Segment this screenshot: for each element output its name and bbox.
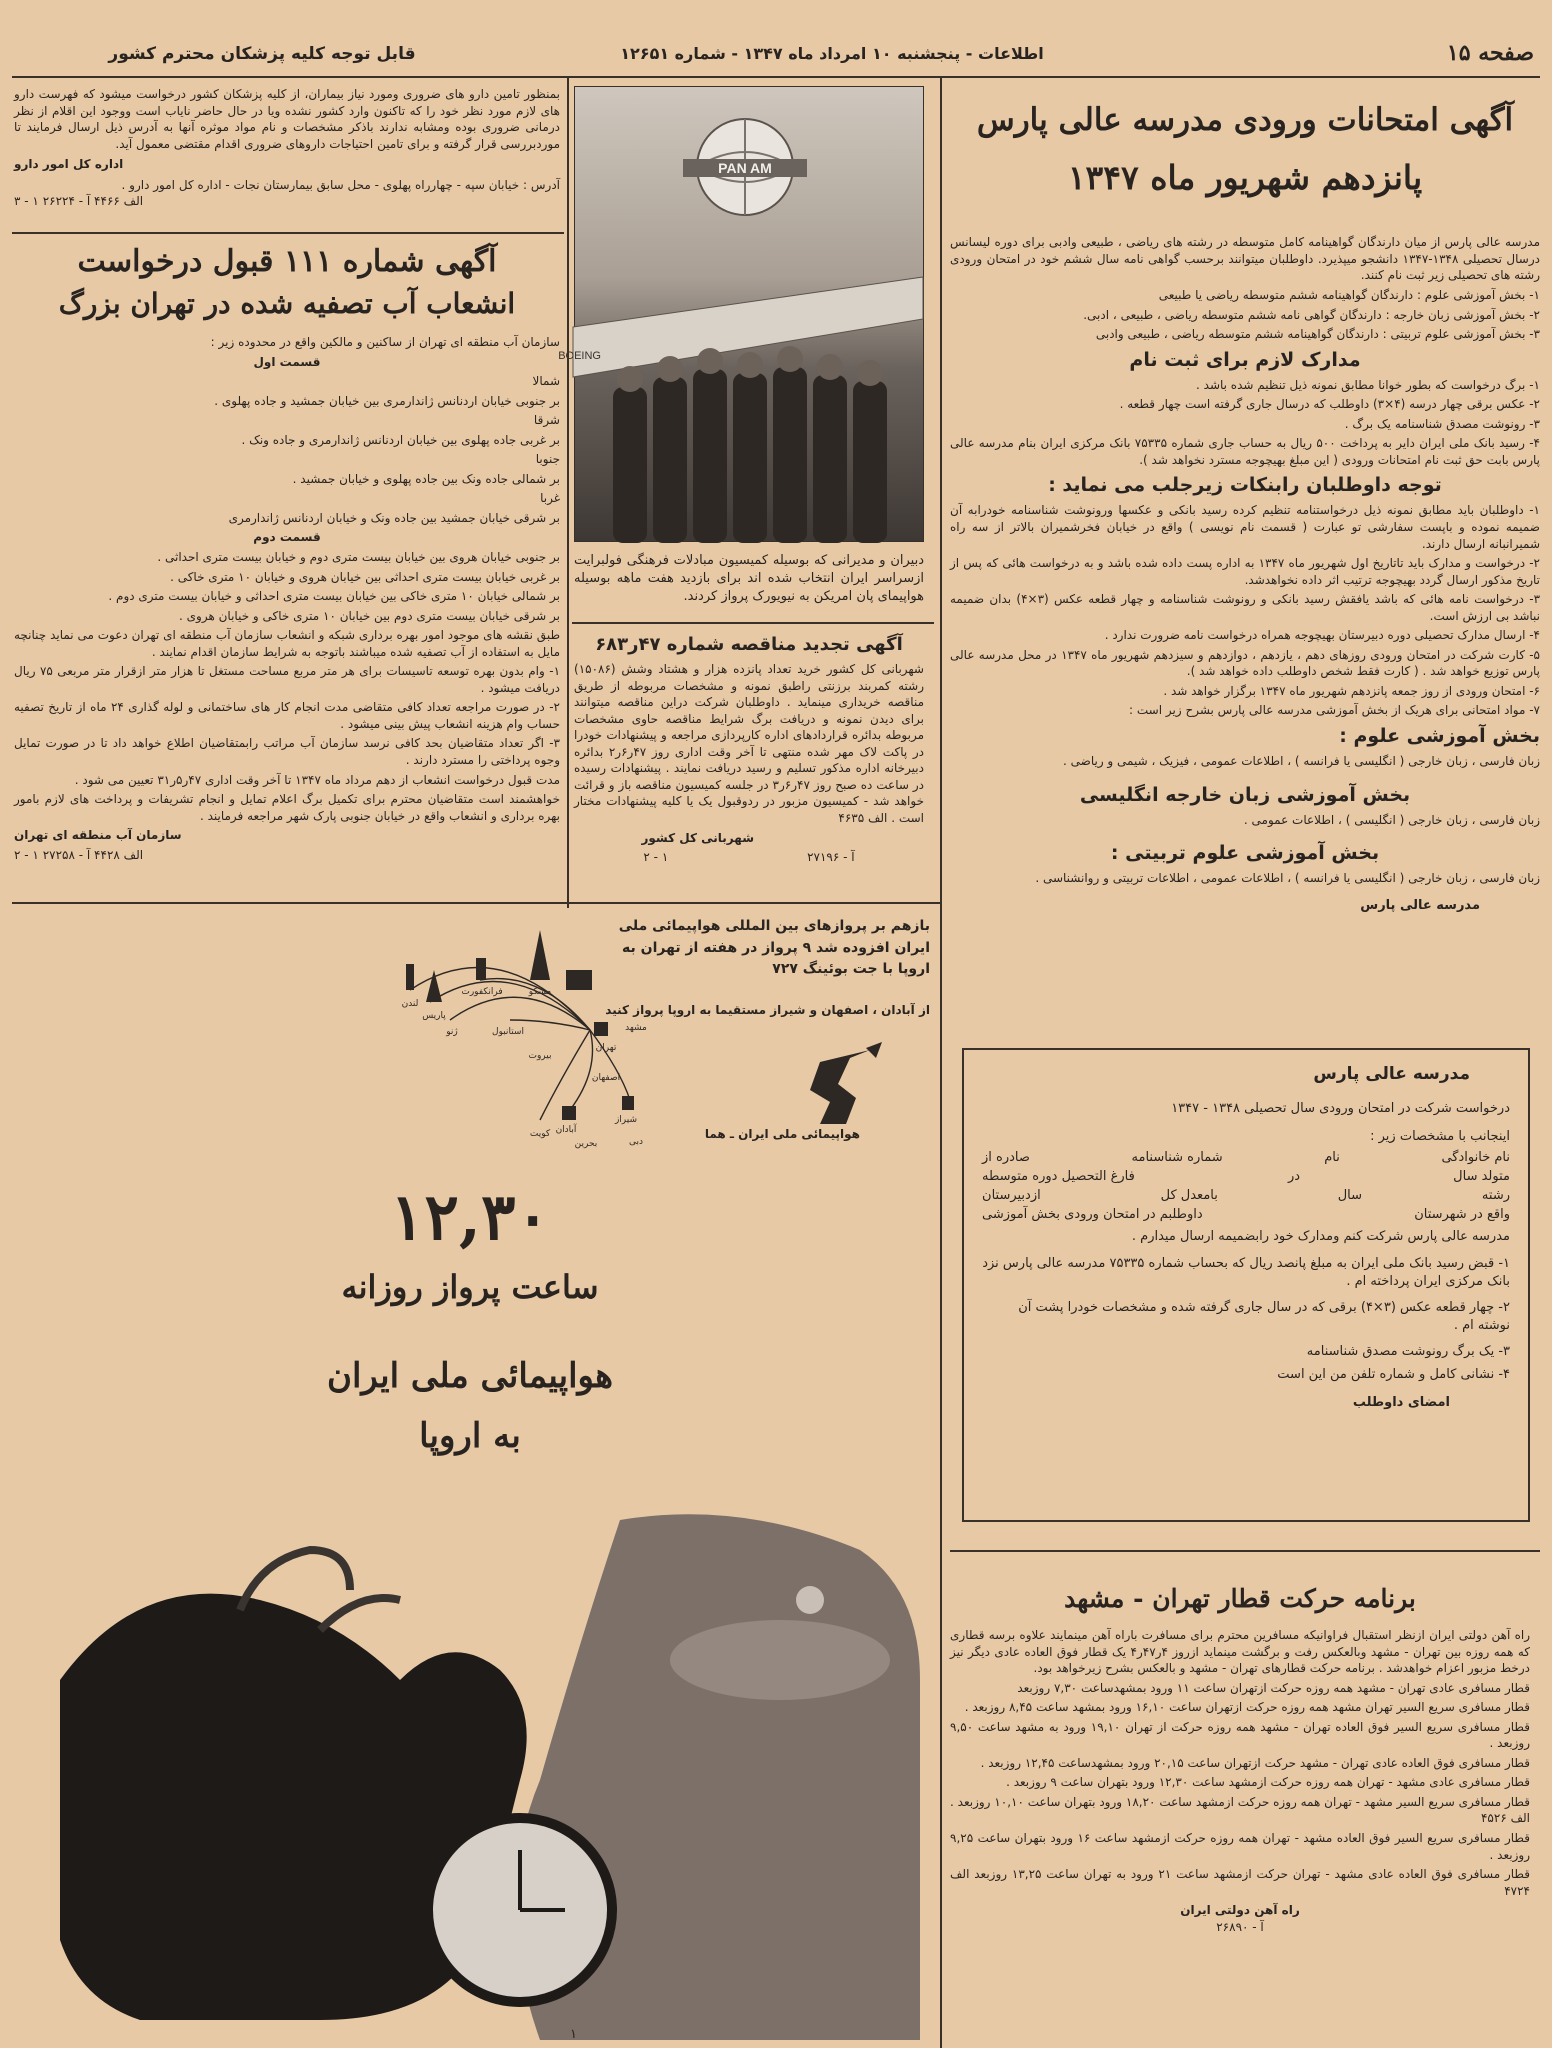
water-part-2: قسمت دوم [253,530,321,545]
airline-line-1: ساعت پرواز روزانه [341,1268,599,1306]
footer-mark: ۱ [570,2027,577,2042]
masthead [12,38,1540,72]
pars-exam-signature: مدرسه عالی پارس [1360,897,1480,913]
airplane-text: BOEING [558,350,601,362]
city-label: ژنو [446,1027,458,1037]
train-line: قطار مسافری سریع السیر تهران مشهد همه روزه حرکت ازتهران ساعت ۱۶,۱۰ ورود بمشهد ساعت ۸,۴۵ روزبعد . [964,1700,1530,1715]
doc-item: ۱- برگ درخواست که بطور خوانا مطابق نمونه ذیل تنظیم شده باشد . [1196,377,1540,392]
hat-top [670,1620,890,1700]
city-label: آبادان [555,1125,577,1135]
train-intro: راه آهن دولتی ایران ازنظر استقبال فراوانیکه مسافرین محترم برای مسافرت باراه آهن مینمایند علاوه برسه قطاری که همه روزه بین تهران - مشهد وبالعکس رفت و برگشت مینماید ازروز ۴ر۴۷ر۴ یک قطار فوق العاده عادی دیگر نیز درخط مزبور اعزام خواهدشد . برنامه حرکت قطارهای تهران - مشهد و بالعکس بشرح زیرخواهد بود. [950,1628,1530,1676]
notice-item: ۴- ارسال مدارک تحصیلی دوره دبیرستان بهیچوجه همراه درخواست نامه ضرورت ندارد . [1104,628,1540,643]
notice-title: توجه داوطلبان رابنکات زیرجلب می نماید : [1048,474,1442,497]
train-line: قطار مسافری عادی تهران - مشهد همه روزه حرکت ازتهران ساعت ۱۱ ورود بمشهدساعت ۷,۳۰ روزبعد [1017,1680,1530,1695]
water-body: طبق نقشه های موجود امور بهره برداری شبکه و انشعاب سازمان آب منطقه ای تهران دعوت می نماید چنانچه مایل به استفاده از آب تصفیه شده میباشند باتوجه به شرایط سازمان اقدام نمایند . [14,628,560,659]
hat-badge-icon [796,1586,824,1614]
column-rule-middle [567,78,569,908]
form-field-id-number: شماره شناسنامه [1131,1150,1223,1166]
airline-line-2: هواپیمائی ملی ایران [326,1356,614,1396]
pars-form-box [962,1048,1530,1522]
flight-hours: ۱۲,۳۰ [390,1180,550,1255]
water-west-2: بر شرقی خیابان بیست متری دوم بین خیابان ۱۰ متری خاکی و خیابان هروی . [179,608,560,623]
form-row-field [982,1188,1510,1203]
form-field-major: رشته [1481,1188,1510,1204]
page-number: صفحه ۱۵ [1446,40,1534,66]
masthead-rule [12,76,1540,78]
form-row-city [982,1207,1510,1222]
train-line: قطار مسافری فوق العاده عادی تهران - مشهد حرکت ازتهران ساعت ۲۰,۱۵ ورود بمشهدساعت ۱۲,۴۵ روزبعد . [980,1755,1530,1770]
notice-item: ۱- داوطلبان باید مطابق نمونه ذیل درخواستنامه تنظیم کرده رسید بانکی و عکسها ورونوشت شناسنامه خودرابه آن ضمیمه نموده و باپست سفارشی تو عبارت ( قسمت نام نویسی ) واقع در خیابان فخرشمیران بالاتر از سه راه شمیرانبانه ارسال دارند. [950,503,1540,551]
photo-caption: دبیران و مدیرانی که بوسیله کمیسیون مبادلات فرهنگی فولبرایت ازسراسر ایران انتخاب شده اند برای بازدید هفت ماهه بوسیله هواپیمای پان امریکن به نیویورک پرواز کردند. [574,553,924,604]
form-field-school: ازدبیرستان [982,1188,1041,1204]
water-sign: سازمان آب منطقه ای تهران [14,828,182,843]
train-code: آ - ۲۶۸۹۰ [1216,1919,1264,1934]
water-west-label: غربا [540,491,560,506]
water-east-label: شرقا [533,413,560,428]
doc-item: ۲- عکس برقی چهار درسه (۴×۳) داوطلب که درسال جاری گرفته است چهار قطعه . [1119,397,1540,412]
panam-sign-text: PAN AM [718,160,772,176]
science-section-body: زبان فارسی ، زبان خارجی ( انگلیسی یا فرانسه ) ، اطلاعات عمومی ، فیزیک ، شیمی و ریاضی . [1063,753,1540,768]
notice-item: ۷- مواد امتحانی برای هریک از بخش آموزشی مدرسه عالی پارس بشرح زیر است : [1129,703,1540,718]
water-east-1: بر غربی جاده پهلوی بین خیابان اردنانس ژاندارمری و جاده ونک . [241,432,560,447]
tender-ad [574,634,924,898]
notice-item: ۲- درخواست و مدارک باید تاتاریخ اول شهریور ماه ۱۳۴۷ به اداره پست داده شده باشد و به درخواست هائی که پس از تاریخ مذکور ارسال گردد بهیچوجه ترتیب اثر داده نخواهدشد. [950,556,1540,587]
form-field-city: واقع در شهرستان [1414,1207,1510,1223]
form-field-surname: نام خانوادگی [1441,1150,1510,1166]
water-east-2: بر غربی خیابان بیست متری احداثی بین خیابان هروی و خیابان ۱۰ متری خاکی . [170,569,560,584]
airline-ad [20,1180,920,2040]
pars-exam-section-2: ۲- بخش آموزشی زبان خارجه : دارندگان گواهی نامه ششم متوسطه ریاضی ، طبیعی ، ادبی. [1083,307,1540,322]
form-bottom-rule [950,1550,1540,1552]
form-field-department: داوطلبم در امتحان ورودی بخش آموزشی [982,1207,1203,1223]
education-section-body: زبان فارسی ، زبان خارجی ( انگلیسی یا فرانسه ) ، اطلاعات عمومی ، اطلاعات تربیتی و روانشناسی . [1035,871,1540,886]
water-condition: ۲- در صورت مراجعه تعداد کافی متقاضی مدت انجام کار های ساختمانی و لوله گذاری ۲۴ ماه از تاریخ تصفیه حساب وام هزینه انشعاب پیش بینی میشود . [14,700,560,731]
city-label: مسکو [528,987,552,997]
water-condition: مدت قبول درخواست انشعاب از دهم مرداد ماه ۱۳۴۷ تا آخر وقت اداری ۴۷ر۵ر۳۱ تعیین می شود . [74,772,560,787]
tender-title: آگهی تجدید مناقصه شماره ۴۷ر۶۸۳ [595,634,903,655]
airline-map-text-1: بازهم بر پروازهای بین المللی هواپیمائی ملی ایران افزوده شد ۹ پرواز در هفته از تهران به اروپا با جت بوئینگ ۷۲۷ [618,918,930,978]
water-condition: خواهشمند است متقاضیان محترم برای تکمیل برگ اعلام تمایل و انجام تشریفات و پرداخت های لازم بامور بهره برداری و انشعاب واقع در خیابان جنوبی پارک شهر مراجعه فرمایند . [14,792,560,823]
doc-item: ۴- رسید بانک ملی ایران دایر به پرداخت ۵۰۰ ریال به حساب جاری شماره ۷۵۳۳۵ بانک مرکزی ایران بنام مدرسه عالی پارس بابت حق ثبت نام امتحانات ورودی ( این مبلغ بهیچوجه مسترد نخواهد شد ). [950,436,1540,467]
water-title-2: انشعاب آب تصفیه شده در تهران بزرگ [58,287,516,320]
pars-exam-section-3: ۳- بخش آموزشی علوم تربیتی : دارندگان گواهینامه ششم متوسطه ریاضی ، طبیعی وادبی [1095,327,1540,342]
form-item: ۳- یک برگ رونوشت مصدق شناسنامه [1306,1344,1510,1360]
city-label: شیراز [614,1115,638,1125]
city-landmarks [406,930,634,1120]
train-line: قطار مسافری سریع السیر فوق العاده تهران - مشهد همه روزه حرکت از تهران ۱۹,۱۰ ورود به مشهد ساعت ۹,۵۰ روزبعد . [950,1719,1530,1751]
form-field-name: نام [1324,1150,1340,1166]
doctors-body: بمنظور تامین دارو های ضروری ومورد نیاز بیماران، از کلیه پزشکان کشور درخواست میشود که فهرست دارو های لازم مورد نظر خود را که تاکنون وارد کشور نشده ویا در حال حاضر نایاب است ووجود این اقلام از نظر درمانی ضروری بوده ومشابه ندارند باذکر مشخصات و نام مواد موثره آنها به آدرس ذیل ارسال فرمایند تا موردبررسی قرار گرفته و برای تامین احتیاجات داروهای ضروری اقدام مقتضی معمول آید. [14,87,560,151]
people-group [613,367,887,543]
pars-form-title: مدرسه عالی پارس [1313,1064,1470,1084]
doc-item: ۳- رونوشت مصدق شناسنامه یک برگ . [1344,416,1540,431]
water-intro: سازمان آب منطقه ای تهران از ساکنین و مالکین واقع در محدوده زیر : [210,335,560,349]
form-item: ۲- چهار قطعه عکس (۳×۴) برقی که در سال جاری گرفته شده و مشخصات خودرا پشت آن نوشته ام . [1018,1299,1510,1334]
pars-form-intro: اینجانب با مشخصات زیر : [1370,1129,1510,1145]
water-west-1: بر شرقی خیابان جمشید بین جاده ونک و خیابان اردنانس ژاندارمری [228,510,560,525]
water-title-1: آگهی شماره ۱۱۱ قبول درخواست [77,244,497,279]
docs-title: مدارک لازم برای ثبت نام [1129,348,1361,371]
column-rule-right [940,78,942,2048]
route-map [390,910,650,1150]
city-label: تهران [595,1043,617,1053]
tender-code-2: ۱ - ۲ [643,850,669,865]
doctors-sign: اداره کل امور دارو [14,157,124,172]
city-label: استانبول [492,1027,524,1037]
pars-exam-title-1: آگهی امتحانات ورودی مدرسه عالی پارس [976,102,1514,138]
notice-item: ۵- کارت شرکت در امتحان ورودی روزهای دهم ، یازدهم ، دوازدهم و سیزدهم شهریور ماه ۱۳۴۷ در محل مدرسه عالی پارس توزیع خواهد شد . ( کارت فقط شخص داوطلب داده خواهد شد ). [950,647,1540,679]
train-sign: راه آهن دولتی ایران [1180,1903,1300,1918]
pars-exam-section-1: ۱- بخش آموزشی علوم : دارندگان گواهینامه ششم متوسطه ریاضی یا طبیعی [1158,288,1540,303]
water-south-2: بر شمالی خیابان ۱۰ متری خاکی بین خیابان بیست متری احداثی و خیابان بیست متری دوم . [108,589,560,604]
form-field-birth-place: در [1287,1169,1301,1185]
form-row-identity [982,1150,1510,1165]
airline-map-text-2: از آبادان ، اصفهان و شیراز مستقیما به اروپا پرواز کنید [605,1003,930,1017]
city-label: دبی [628,1137,644,1147]
education-section-title: بخش آموزشی علوم تربیتی : [1110,842,1380,865]
city-label: کویت [529,1129,551,1139]
water-condition: ۳- اگر تعداد متقاضیان بحد کافی نرسد سازمان آب مراتب رابمتقاضیان اطلاع خواهد داد تا در صورت تمایل وجوه پرداختی را مسترد دارند . [14,736,560,768]
airline-map-ad [20,910,930,1150]
doctors-title: قابل توجه کلیه پزشکان محترم کشور [108,44,416,64]
form-field-gpa: بامعدل کل [1160,1188,1218,1204]
airline-logo-text: هواپیمائی ملی ایران ـ هما [704,1127,860,1141]
train-schedule [950,1584,1530,2014]
gloved-hand-photo [20,1480,920,2040]
tender-body: شهربانی کل کشور خرید تعداد پانزده هزار و هشتاد وشش (۱۵۰۸۶) رشته کمربند برزنتی راطبق نمونه و مشخصات مربوطه از طریق مناقصه خریداری مینماید . داوطلبان شرکت دراین مناقصه میتوانند برای دیدن نمونه و دریافت برگ شرایط مناقصه حاوی مشخصات مربوطه بدائره قراردادهای اداره کارپردازی مراجعه و پیشنهادات خودرا در پاکت لاک مهر شده منتهی تا آخر وقت اداری روز ۴۷ر۶ر۲ بدائره دبیرخانه اداره مذکور تسلیم و رسید دریافت نمایند . پیشنهادات رسیده در ساعت ده صبح روز ۴۷ر۶ر۳ در جلسه کمیسیون مناقصه باز و قرائت خواهد شد - کمیسیون مزبور در ردوقبول یک یا کلیه پیشنهادات مختار است . الف ۴۶۳۵ [574,662,924,825]
photo-caption-rule [572,622,934,624]
pars-form-request: درخواست شرکت در امتحان ورودی سال تحصیلی ۱۳۴۸ - ۱۳۴۷ [1171,1101,1510,1116]
water-north-1: بر جنوبی خیابان اردنانس ژاندارمری بین خیابان جمشید و جاده پهلوی . [214,393,560,408]
form-field-graduate: فارغ التحصیل دوره متوسطه [982,1169,1135,1185]
water-south-1: بر شمالی جاده ونک بین جاده پهلوی و خیابان جمشید . [292,471,560,486]
water-north-label: شمالا [532,374,560,389]
notice-item: ۶- امتحان ورودی از روز جمعه پانزدهم شهریور ماه ۱۳۴۷ برگزار خواهد شد . [1163,683,1540,698]
language-section-body: زبان فارسی ، زبان خارجی ( انگلیسی ) ، اطلاعات عمومی . [1243,812,1540,827]
city-label: پاریس [422,1011,446,1021]
issue-line: اطلاعات - پنجشنبه ۱۰ امرداد ماه ۱۳۴۷ - شماره ۱۲۶۵۱ [620,44,1044,63]
pars-exam-title-2: پانزدهم شهریور ماه ۱۳۴۷ [1067,157,1423,197]
city-label: اصفهان [591,1073,621,1083]
doctors-rule [12,232,564,234]
city-label: بیروت [528,1051,552,1061]
water-south-label: جنوبا [535,452,560,467]
train-title: برنامه حرکت قطار تهران - مشهد [1064,1584,1416,1613]
pars-exam-intro: مدرسه عالی پارس از میان دارندگان گواهینامه کامل متوسطه در رشته های ریاضی ، طبیعی وادبی برای دوره لیسانس درسال تحصیلی ۱۳۴۸-۱۳۴۷ دانشجو میپذیرد. داوطلبان میتوانند برحسب گواهی نامه سال ششم خود در امتحان ورودی رشته های تحصیلی زیر ثبت نام کنند. [950,235,1540,283]
tender-code-1: آ - ۲۷۱۹۶ [807,850,855,865]
water-condition: ۱- وام بدون بهره توسعه تاسیسات برای هر متر مربع مساحت مستغل تا هزار متر ازقرار متر مربعی ۷۵ ریال دریافت میشود . [14,664,561,695]
form-signature: امضای داوطلب [1352,1394,1450,1410]
airline-line-3: به اروپا [419,1416,521,1456]
pars-exam-ad [950,100,1540,1040]
upper-section-rule [12,902,940,904]
form-item: ۴- نشانی کامل و شماره تلفن من این است [1277,1366,1510,1382]
form-item: ۱- قبض رسید بانک ملی ایران به مبلغ پانصد ریال که بحساب شماره ۷۵۳۳۵ مدرسه عالی پارس نزد بانک مرکزی ایران پرداخته ام . [982,1255,1510,1289]
water-part-1: قسمت اول [253,354,321,369]
form-line: مدرسه عالی پارس شرکت کنم ومدارک خود رابضمیمه ارسال میدارم . [1131,1229,1510,1245]
train-line: قطار مسافری سریع السیر فوق العاده مشهد - تهران همه روزه حرکت ازمشهد ساعت ۱۶ ورود بتهران ساعت ۹,۲۵ روزبعد . [950,1831,1530,1862]
water-code: الف ۴۴۲۸ آ - ۲۷۲۵۸ ۱ - ۲ [14,847,144,862]
train-line: قطار مسافری سریع السیر مشهد - تهران همه روزه حرکت ازمشهد ساعت ۱۸,۲۰ ورود بتهران ساعت ۱۰,۱۰ روزبعد . الف ۴۵۲۶ [950,1794,1530,1826]
language-section-title: بخش آموزشی زبان خارجه انگلیسی [1079,783,1411,806]
train-line: قطار مسافری فوق العاده عادی مشهد - تهران حرکت ازمشهد ساعت ۲۱ ورود به تهران ساعت ۱۳,۲۵ روزبعد الف ۴۷۲۴ [950,1867,1530,1898]
photo-panam-group [558,86,924,542]
city-label: فرانکفورت [461,987,503,997]
form-field-year: سال [1337,1188,1363,1204]
form-row-birth [982,1169,1510,1184]
water-ad [14,244,560,894]
science-section-title: بخش آموزشی علوم : [1339,724,1540,747]
water-north-2: بر جنوبی خیابان هروی بین خیابان بیست متری دوم و خیابان بیست متری احداثی . [157,550,560,565]
doctors-ad [14,86,560,226]
train-line: قطار مسافری عادی مشهد - تهران همه روزه حرکت ازمشهد ساعت ۱۲,۳۰ ورود بتهران ساعت ۹ روزبعد . [1006,1775,1530,1790]
tender-sign: شهربانی کل کشور [641,831,754,846]
doctors-code: الف ۴۴۶۶ آ - ۲۶۲۲۴ ۱ - ۳ [14,194,144,209]
form-field-issued-from: صادره از [982,1150,1030,1166]
city-label: مشهد [625,1023,647,1033]
photo-scene [558,87,923,543]
doctors-address: آدرس : خیابان سپه - چهارراه پهلوی - محل سابق بیمارستان نجات - اداره کل امور دارو . [121,177,560,192]
city-label: لندن [401,999,419,1009]
homa-logo-icon [670,1038,890,1138]
city-label: بحرین [574,1139,598,1149]
form-field-birth-year: متولد سال [1453,1169,1510,1185]
notice-item: ۳- درخواست نامه هائی که باشد یافقش رسید بانکی و رونوشت شناسنامه و چهار قطعه عکس (۳×۴) بدان ضمیمه نباشد بی ارزش است. [950,592,1541,623]
